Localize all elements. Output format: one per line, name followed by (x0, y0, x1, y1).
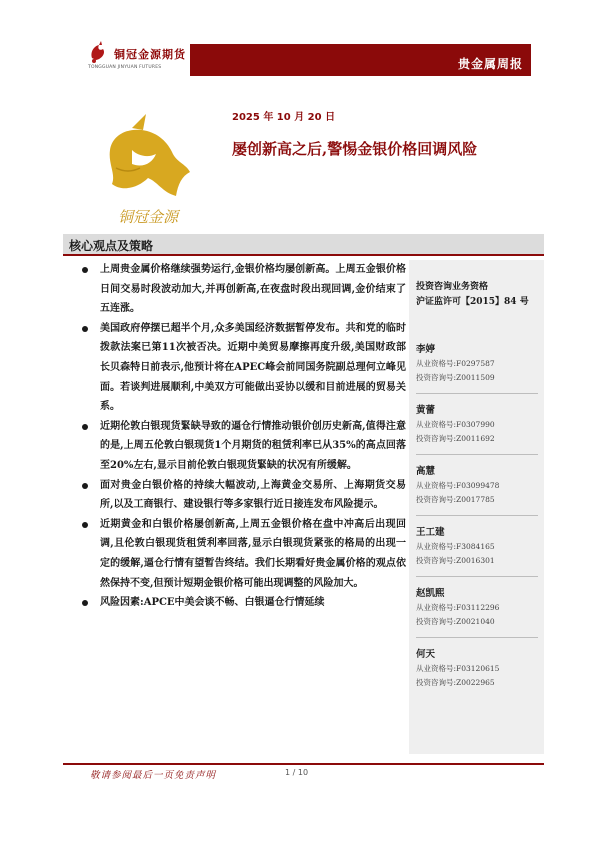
key-point-text: 风险因素:APCE中美会谈不畅、白银逼仓行情延续 (100, 597, 325, 609)
key-point-text: 上周贵金属价格继续强势运行,金银价格均屡创新高。上周五金银价格日间交易时段波动加大,并再创新高,在夜盘时段出现回调,金价结束了五连涨。 (100, 264, 406, 315)
divider (416, 515, 538, 516)
page-number: 1 / 10 (285, 768, 309, 777)
practice-number: 从业资格号:F03112296 (416, 603, 500, 612)
report-date: 2025 年 10 月 20 日 (232, 112, 336, 123)
key-point-text: 近期伦敦白银现货緊缺导致的逼仓行情推动银价创历史新高,值得注意的是,上周五伦敦白银现货1个月期货的租赁利率已从35%的高点回落至20%左右,显示目前伦敦白银现货緊缺的状况有所缓解。 (100, 420, 406, 471)
bullet-icon (82, 483, 88, 489)
consult-number: 投资咨询号:Z0017785 (416, 495, 495, 504)
analyst-card (416, 404, 538, 446)
divider (416, 393, 538, 394)
brand-emblem-icon (102, 110, 194, 234)
key-point (66, 319, 406, 417)
analyst-card (416, 648, 538, 690)
practice-number: 从业资格号:F3084165 (416, 542, 495, 551)
footer-divider (63, 763, 544, 765)
disclaimer-note: 敬请参阅最后一页免责声明 (90, 770, 217, 781)
analyst-card (416, 343, 538, 385)
divider (416, 637, 538, 638)
analyst-card (416, 465, 538, 507)
analyst-name: 高慧 (416, 466, 436, 477)
key-point (66, 417, 406, 476)
divider (416, 454, 538, 455)
consult-number: 投资咨询号:Z0016301 (416, 556, 495, 565)
key-point-text: 近期黄金和白银价格屡创新高,上周五金银价格在盘中冲高后出现回调,且伦敦白银现货租赁利率回落,显示白银现货紧张的格局的出现一定的缓解,逼仓行情有望暂告终结。我们长期看好贵金属价格的观点依然保持不变,但预计短期金银价格可能出现调整的风险加大。 (100, 518, 406, 589)
company-logo-icon (88, 40, 110, 64)
license-number: 沪证监许可【2015】84 号 (416, 297, 529, 307)
consult-number: 投资咨询号:Z0011509 (416, 373, 495, 382)
company-name-cn: 铜冠金源期货 (114, 48, 186, 61)
qualification-line: 投资咨询业务资格 (416, 282, 489, 292)
analyst-name: 何天 (416, 649, 436, 660)
company-logo (88, 40, 198, 74)
key-point (66, 476, 406, 515)
analyst-name: 黄蕾 (416, 405, 436, 416)
bullet-icon (82, 267, 88, 273)
report-type: 贵金属周报 (457, 57, 523, 71)
practice-number: 从业资格号:F03120615 (416, 664, 500, 673)
analyst-name: 赵凯熙 (416, 588, 445, 599)
consult-number: 投资咨询号:Z0021040 (416, 617, 495, 626)
section-header (63, 234, 544, 256)
bullet-icon (82, 522, 88, 528)
divider (416, 576, 538, 577)
qualification (416, 280, 529, 310)
report-headline: 屡创新高之后,警惕金银价格回调风险 (232, 140, 478, 158)
practice-number: 从业资格号:F0307990 (416, 420, 495, 429)
practice-number: 从业资格号:F0297587 (416, 359, 495, 368)
analyst-card (416, 587, 538, 629)
key-point (66, 593, 406, 613)
analyst-panel (409, 260, 544, 754)
consult-number: 投资咨询号:Z0022965 (416, 678, 495, 687)
key-point-text: 面对贵金白银价格的持续大幅波动,上海黄金交易所、上海期货交易所,以及工商银行、建设银行等多家银行近日接连发布风险提示。 (100, 479, 406, 511)
key-point-text: 美国政府停摆已超半个月,众多美国经济数据暂停发布。共和党的临时拨款法案已第11次被否决。近期中美贸易摩擦再度升级,美国财政部长贝森特日前表示,他预计将在APEC峰会前同国务院副总理何立峰见面。若谈判进展顺利,中美双方可能做出妥协以缓和目前进展的贸易关系。 (100, 322, 406, 413)
bullet-icon (82, 326, 88, 332)
brand-emblem-text: 铜冠金源 (117, 208, 179, 226)
key-point (66, 515, 406, 593)
bullet-icon (82, 424, 88, 430)
header-bar (190, 44, 531, 76)
company-name-en: TONGGUAN JINYUAN FUTURES (88, 65, 162, 70)
key-points-list (66, 260, 406, 613)
key-point (66, 260, 406, 319)
bullet-icon (82, 600, 88, 606)
analyst-name: 王工建 (416, 527, 445, 538)
analyst-name: 李婷 (416, 344, 436, 355)
practice-number: 从业资格号:F03099478 (416, 481, 500, 490)
consult-number: 投资咨询号:Z0011692 (416, 434, 495, 443)
section-title: 核心观点及策略 (69, 239, 154, 253)
analyst-card (416, 526, 538, 568)
